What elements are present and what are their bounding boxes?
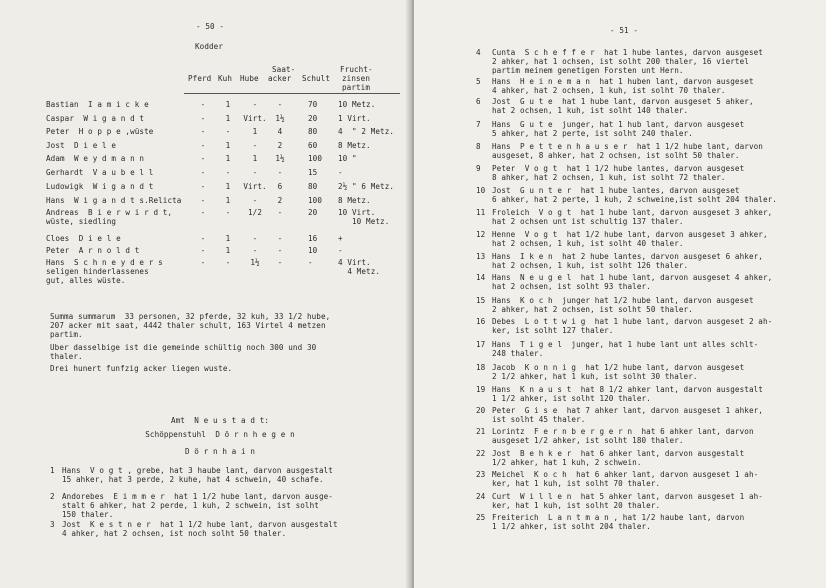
header-zinsen: zinsen bbox=[342, 74, 371, 83]
row-schult: 70 bbox=[308, 100, 318, 109]
row-name: Bastian I a m i c k e bbox=[46, 100, 149, 109]
summary: Summa summarum 33 personen, 32 pferde, 32 kuh, 33 1/2 hube, 207 acker mit saat, 4442 thaler schult, 163 Virtel 4 metzen partim. bbox=[50, 312, 331, 339]
row-pferd: - bbox=[200, 127, 206, 136]
entry-number: 22 bbox=[476, 449, 486, 458]
entry-text: Peter G i s e hat 7 ahker lant, darvon ausgeset 1 ahker, ist solht 45 thaler. bbox=[492, 406, 763, 424]
header-saat: Saat- bbox=[272, 65, 296, 74]
left-page bbox=[0, 0, 412, 588]
page-number: - 51 - bbox=[609, 26, 639, 35]
row-pferd: - bbox=[200, 182, 206, 191]
entry-text: Froleich V o g t hat 1 hube lant, darvon ausgeset 3 ahker, hat 2 ochsen unt ist schultig 137 thaler. bbox=[492, 208, 773, 226]
entry-text: Hans K n a u s t hat 8 1/2 ahker lant, darvon ausgestalt 1 1/2 ahker, ist solht 120 thaler. bbox=[492, 385, 763, 403]
entry-text: Jost G u n t e r hat 1 hube lantes, darvon ausgeset 6 ahker, hat 2 perte, 1 kuh, 2 schweine,ist solht 204 thaler. bbox=[492, 186, 777, 204]
row-hube: - bbox=[252, 196, 258, 205]
row-hube: 1½ bbox=[250, 258, 260, 267]
row-schult: 10 bbox=[308, 246, 318, 255]
row-schult: 15 bbox=[308, 168, 318, 177]
entry-number: 4 bbox=[476, 48, 481, 57]
row-pferd: - bbox=[200, 234, 206, 243]
amt-heading: Amt N e u s t a d t: bbox=[170, 416, 270, 425]
row-frucht: 1 Virt. bbox=[338, 114, 371, 123]
row-frucht: + bbox=[338, 234, 343, 243]
header-partim: partim bbox=[342, 83, 371, 92]
row-hube: Virt. bbox=[243, 182, 267, 191]
row-pferd: - bbox=[200, 258, 206, 267]
village-doernhain: D ö r n h a i n bbox=[184, 447, 256, 456]
header-acker: acker bbox=[268, 74, 292, 83]
row-kuh: 1 bbox=[225, 234, 231, 243]
row-name: Peter A r n o l d t bbox=[46, 246, 140, 255]
row-pferd: - bbox=[200, 100, 206, 109]
village-heading: Kodder bbox=[195, 42, 224, 51]
header-frucht: Frucht- bbox=[340, 65, 373, 74]
entry-number: 20 bbox=[476, 406, 486, 415]
entry-number: 9 bbox=[476, 164, 481, 173]
row-saat: 1½ bbox=[275, 114, 285, 123]
entry-text: Hans H e i n e m a n hat 1 huben lant, darvon ausgeset 4 ahker, hat 2 ochsen, 1 kuh, ist solht 70 thaler. bbox=[492, 77, 754, 95]
row-saat: - bbox=[277, 100, 283, 109]
entry-text: Andorebes E i m m e r hat 1 1/2 hube lant, darvon ausge- stalt 6 ahker, hat 2 perde, 1 kuh, 2 schwein, ist solht 150 thaler. bbox=[62, 492, 333, 519]
entry-text: Curt W i l l e n hat 5 ahker lant, darvon ausgeset 1 ah- ker, hat 1 kuh, ist solht 20 thaler. bbox=[492, 492, 763, 510]
entry-text: Hans I k e n hat 2 hube lantes, darvon ausgeset 6 ahker, hat 2 ochsen, 1 kuh, ist solht 126 thaler. bbox=[492, 252, 763, 270]
entry-text: Freiterich L a n t m a n , hat 1/2 haube lant, darvon 1 1/2 ahker, ist solht 204 thaler. bbox=[492, 513, 745, 531]
header-rule bbox=[184, 93, 400, 94]
row-kuh: 1 bbox=[225, 154, 231, 163]
row-frucht: 8 Metz. bbox=[338, 196, 371, 205]
row-schult: 60 bbox=[308, 141, 318, 150]
row-schult: 100 bbox=[308, 154, 323, 163]
row-schult: 100 bbox=[308, 196, 323, 205]
row-hube: 1 bbox=[252, 127, 258, 136]
row-name: Jost D i e l e bbox=[46, 141, 117, 150]
row-hube: 1 bbox=[252, 154, 258, 163]
row-pferd: - bbox=[200, 141, 206, 150]
row-pferd: - bbox=[200, 154, 206, 163]
row-name: Ludowigk W i g a n d t bbox=[46, 182, 154, 191]
entry-text: Hans P e t t e n h a u s e r hat 1 1/2 hube lant, darvon ausgeset, 8 ahker, hat 2 ochsen, ist solht 50 thaler. bbox=[492, 142, 763, 160]
note-wuste: Drei hunert funfzig acker liegen wuste. bbox=[50, 364, 233, 373]
entry-text: Jacob K o n n i g hat 1/2 hube lant, darvon ausgeset 2 1/2 ahker, hat 1 kuh, ist solht 30 thaler. bbox=[492, 363, 745, 381]
row-hube: - bbox=[252, 141, 258, 150]
row-name: Caspar W i g a n d t bbox=[46, 114, 145, 123]
row-saat: 2 bbox=[277, 196, 283, 205]
entry-text: Hans N e u g e l hat 1 hube lant, darvon ausgeset 4 ahker, hat 2 ochsen, ist solht 93 thaler. bbox=[492, 273, 773, 291]
entry-text: Hans K o c h junger hat 1/2 hube lant, darvon ausgeset 2 ahker, hat 2 ochsen, ist solht 50 thaler. bbox=[492, 296, 754, 314]
row-saat: 2 bbox=[277, 141, 283, 150]
row-saat: - bbox=[277, 246, 283, 255]
entry-number: 10 bbox=[476, 186, 486, 195]
row-name: Gerhardt V a u b e l l bbox=[46, 168, 154, 177]
entry-number: 21 bbox=[476, 427, 486, 436]
row-name: Cloes D i e l e bbox=[46, 234, 121, 243]
row-kuh: - bbox=[225, 127, 231, 136]
row-hube: - bbox=[252, 168, 258, 177]
entry-number: 17 bbox=[476, 340, 486, 349]
row-schult: 20 bbox=[308, 114, 318, 123]
schoeppenstuhl-heading: Schöppenstuhl D ö r n h e g e n bbox=[145, 430, 295, 439]
entry-number: 8 bbox=[476, 142, 481, 151]
row-name: Hans W i g a n d t s.Relicta bbox=[46, 196, 182, 205]
entry-number: 24 bbox=[476, 492, 486, 501]
entry-text: Hans G u t e junger, hat 1 hub lant, darvon ausgeset 5 ahker, hat 2 perte, ist solht 240 thaler. bbox=[492, 120, 745, 138]
entry-number: 15 bbox=[476, 296, 486, 305]
entry-text: Hans T i g e l junger, hat 1 hube lant unt alles schlt- 248 thaler. bbox=[492, 340, 759, 358]
row-frucht: 4 " 2 Metz. bbox=[338, 127, 395, 136]
row-schult: 20 bbox=[308, 208, 318, 217]
note-debt: Uber dasselbige ist die gemeinde schültig noch 300 und 30 thaler. bbox=[50, 343, 317, 361]
entry-number: 19 bbox=[476, 385, 486, 394]
entry-text: Hans V o g t , grebe, hat 3 haube lant, darvon ausgestalt 15 ahker, hat 3 perde, 2 kuhe, hat 4 schwein, 40 schafe. bbox=[62, 466, 333, 484]
row-hube: - bbox=[252, 234, 258, 243]
header-kuh: Kuh bbox=[218, 74, 233, 83]
right-page bbox=[414, 0, 826, 588]
row-frucht: 4 Virt. 4 Metz. bbox=[338, 258, 381, 276]
entry-number: 1 bbox=[50, 466, 55, 475]
row-schult: - bbox=[308, 258, 313, 267]
row-hube: - bbox=[252, 246, 258, 255]
entry-number: 16 bbox=[476, 317, 486, 326]
entry-text: Peter V o g t hat 1 1/2 hube lantes, darvon ausgeset 8 ahker, hat 2 ochsen, 1 kuh, ist solht 72 thaler. bbox=[492, 164, 745, 182]
row-frucht: 10 Metz. bbox=[338, 100, 376, 109]
row-frucht: - bbox=[338, 246, 343, 255]
page-number: - 50 - bbox=[195, 22, 225, 31]
entry-number: 25 bbox=[476, 513, 486, 522]
row-kuh: - bbox=[225, 168, 231, 177]
row-saat: - bbox=[277, 208, 283, 217]
row-pferd: - bbox=[200, 246, 206, 255]
row-saat: 4 bbox=[277, 127, 283, 136]
row-hube: Virt. bbox=[243, 114, 267, 123]
row-pferd: - bbox=[200, 168, 206, 177]
entry-number: 18 bbox=[476, 363, 486, 372]
entry-number: 3 bbox=[50, 520, 55, 529]
row-kuh: 1 bbox=[225, 114, 231, 123]
header-schult: Schult bbox=[302, 74, 331, 83]
row-saat: 1½ bbox=[275, 154, 285, 163]
row-pferd: - bbox=[200, 196, 206, 205]
entry-text: Cunta S c h e f f e r hat 1 hube lantes, darvon ausgeset 2 ahker, hat 1 ochsen, ist solht 200 thaler, 16 viertel partim meinem genetigen Forsten unt Hern. bbox=[492, 48, 763, 75]
row-schult: 80 bbox=[308, 182, 318, 191]
row-frucht: 8 Metz. bbox=[338, 141, 371, 150]
row-hube: 1/2 bbox=[247, 208, 262, 217]
entry-text: Debes L o t t w i g hat 1 hube lant, darvon ausgeset 2 ah- ker, ist solht 127 thaler. bbox=[492, 317, 773, 335]
row-kuh: 1 bbox=[225, 141, 231, 150]
entry-number: 11 bbox=[476, 208, 486, 217]
entry-number: 5 bbox=[476, 77, 481, 86]
row-frucht: 10 Virt. 10 Metz. bbox=[338, 208, 390, 226]
row-saat: - bbox=[277, 234, 283, 243]
row-kuh: 1 bbox=[225, 196, 231, 205]
entry-number: 23 bbox=[476, 470, 486, 479]
row-kuh: 1 bbox=[225, 182, 231, 191]
row-kuh: 1 bbox=[225, 100, 231, 109]
row-saat: - bbox=[277, 258, 283, 267]
row-saat: 6 bbox=[277, 182, 283, 191]
entry-number: 13 bbox=[476, 252, 486, 261]
row-name: Peter H o p p e ,wüste bbox=[46, 127, 154, 136]
row-kuh: - bbox=[225, 208, 231, 217]
entry-text: Meichel K o c h hat 6 ahker lant, darvon ausgeset 1 ah- ker, hat 1 kuh, ist solht 70 thaler. bbox=[492, 470, 759, 488]
entry-text: Jost G u t e hat 1 hube lant, darvon ausgeset 5 ahker, hat 2 ochsen, 1 kuh, ist solht 140 thaler. bbox=[492, 97, 754, 115]
row-frucht: 2½ " 6 Metz. bbox=[338, 182, 395, 191]
row-name: Andreas B i e r w i r d t, wüste, siedling bbox=[46, 208, 173, 226]
row-schult: 16 bbox=[308, 234, 318, 243]
entry-text: Henne V o g t hat 1/2 hube lant, darvon ausgeset 3 ahker, hat 2 ochsen, 1 kuh, ist solht 40 thaler. bbox=[492, 230, 768, 248]
row-pferd: - bbox=[200, 208, 206, 217]
entry-number: 2 bbox=[50, 492, 55, 501]
entry-text: Jost K e s t n e r hat 1 1/2 hube lant, darvon ausgestalt 4 ahker, hat 2 ochsen, ist noch solht 50 thaler. bbox=[62, 520, 338, 538]
entry-text: Lorintz F e r n b e r g e r n hat 6 ahker lant, darvon ausgeset 1/2 ahker, ist solht 180 thaler. bbox=[492, 427, 754, 445]
row-frucht: - bbox=[338, 168, 343, 177]
row-kuh: - bbox=[225, 258, 231, 267]
row-name: Adam W e y d m a n n bbox=[46, 154, 145, 163]
row-schult: 80 bbox=[308, 127, 318, 136]
entry-number: 7 bbox=[476, 120, 481, 129]
row-kuh: 1 bbox=[225, 246, 231, 255]
row-pferd: - bbox=[200, 114, 206, 123]
entry-number: 14 bbox=[476, 273, 486, 282]
row-frucht: 10 " bbox=[338, 154, 357, 163]
row-hube: - bbox=[252, 100, 258, 109]
entry-text: Jost B e h k e r hat 6 ahker lant, darvon ausgestalt 1/2 ahker, hat 1 kuh, 2 schwein. bbox=[492, 449, 745, 467]
header-hube: Hube bbox=[240, 74, 259, 83]
row-saat: - bbox=[277, 168, 283, 177]
entry-number: 12 bbox=[476, 230, 486, 239]
row-name: Hans S c h n e y d e r s seligen hinderlassenes gut, alles wüste. bbox=[46, 258, 163, 285]
entry-number: 6 bbox=[476, 97, 481, 106]
header-pferd: Pferd bbox=[188, 74, 212, 83]
